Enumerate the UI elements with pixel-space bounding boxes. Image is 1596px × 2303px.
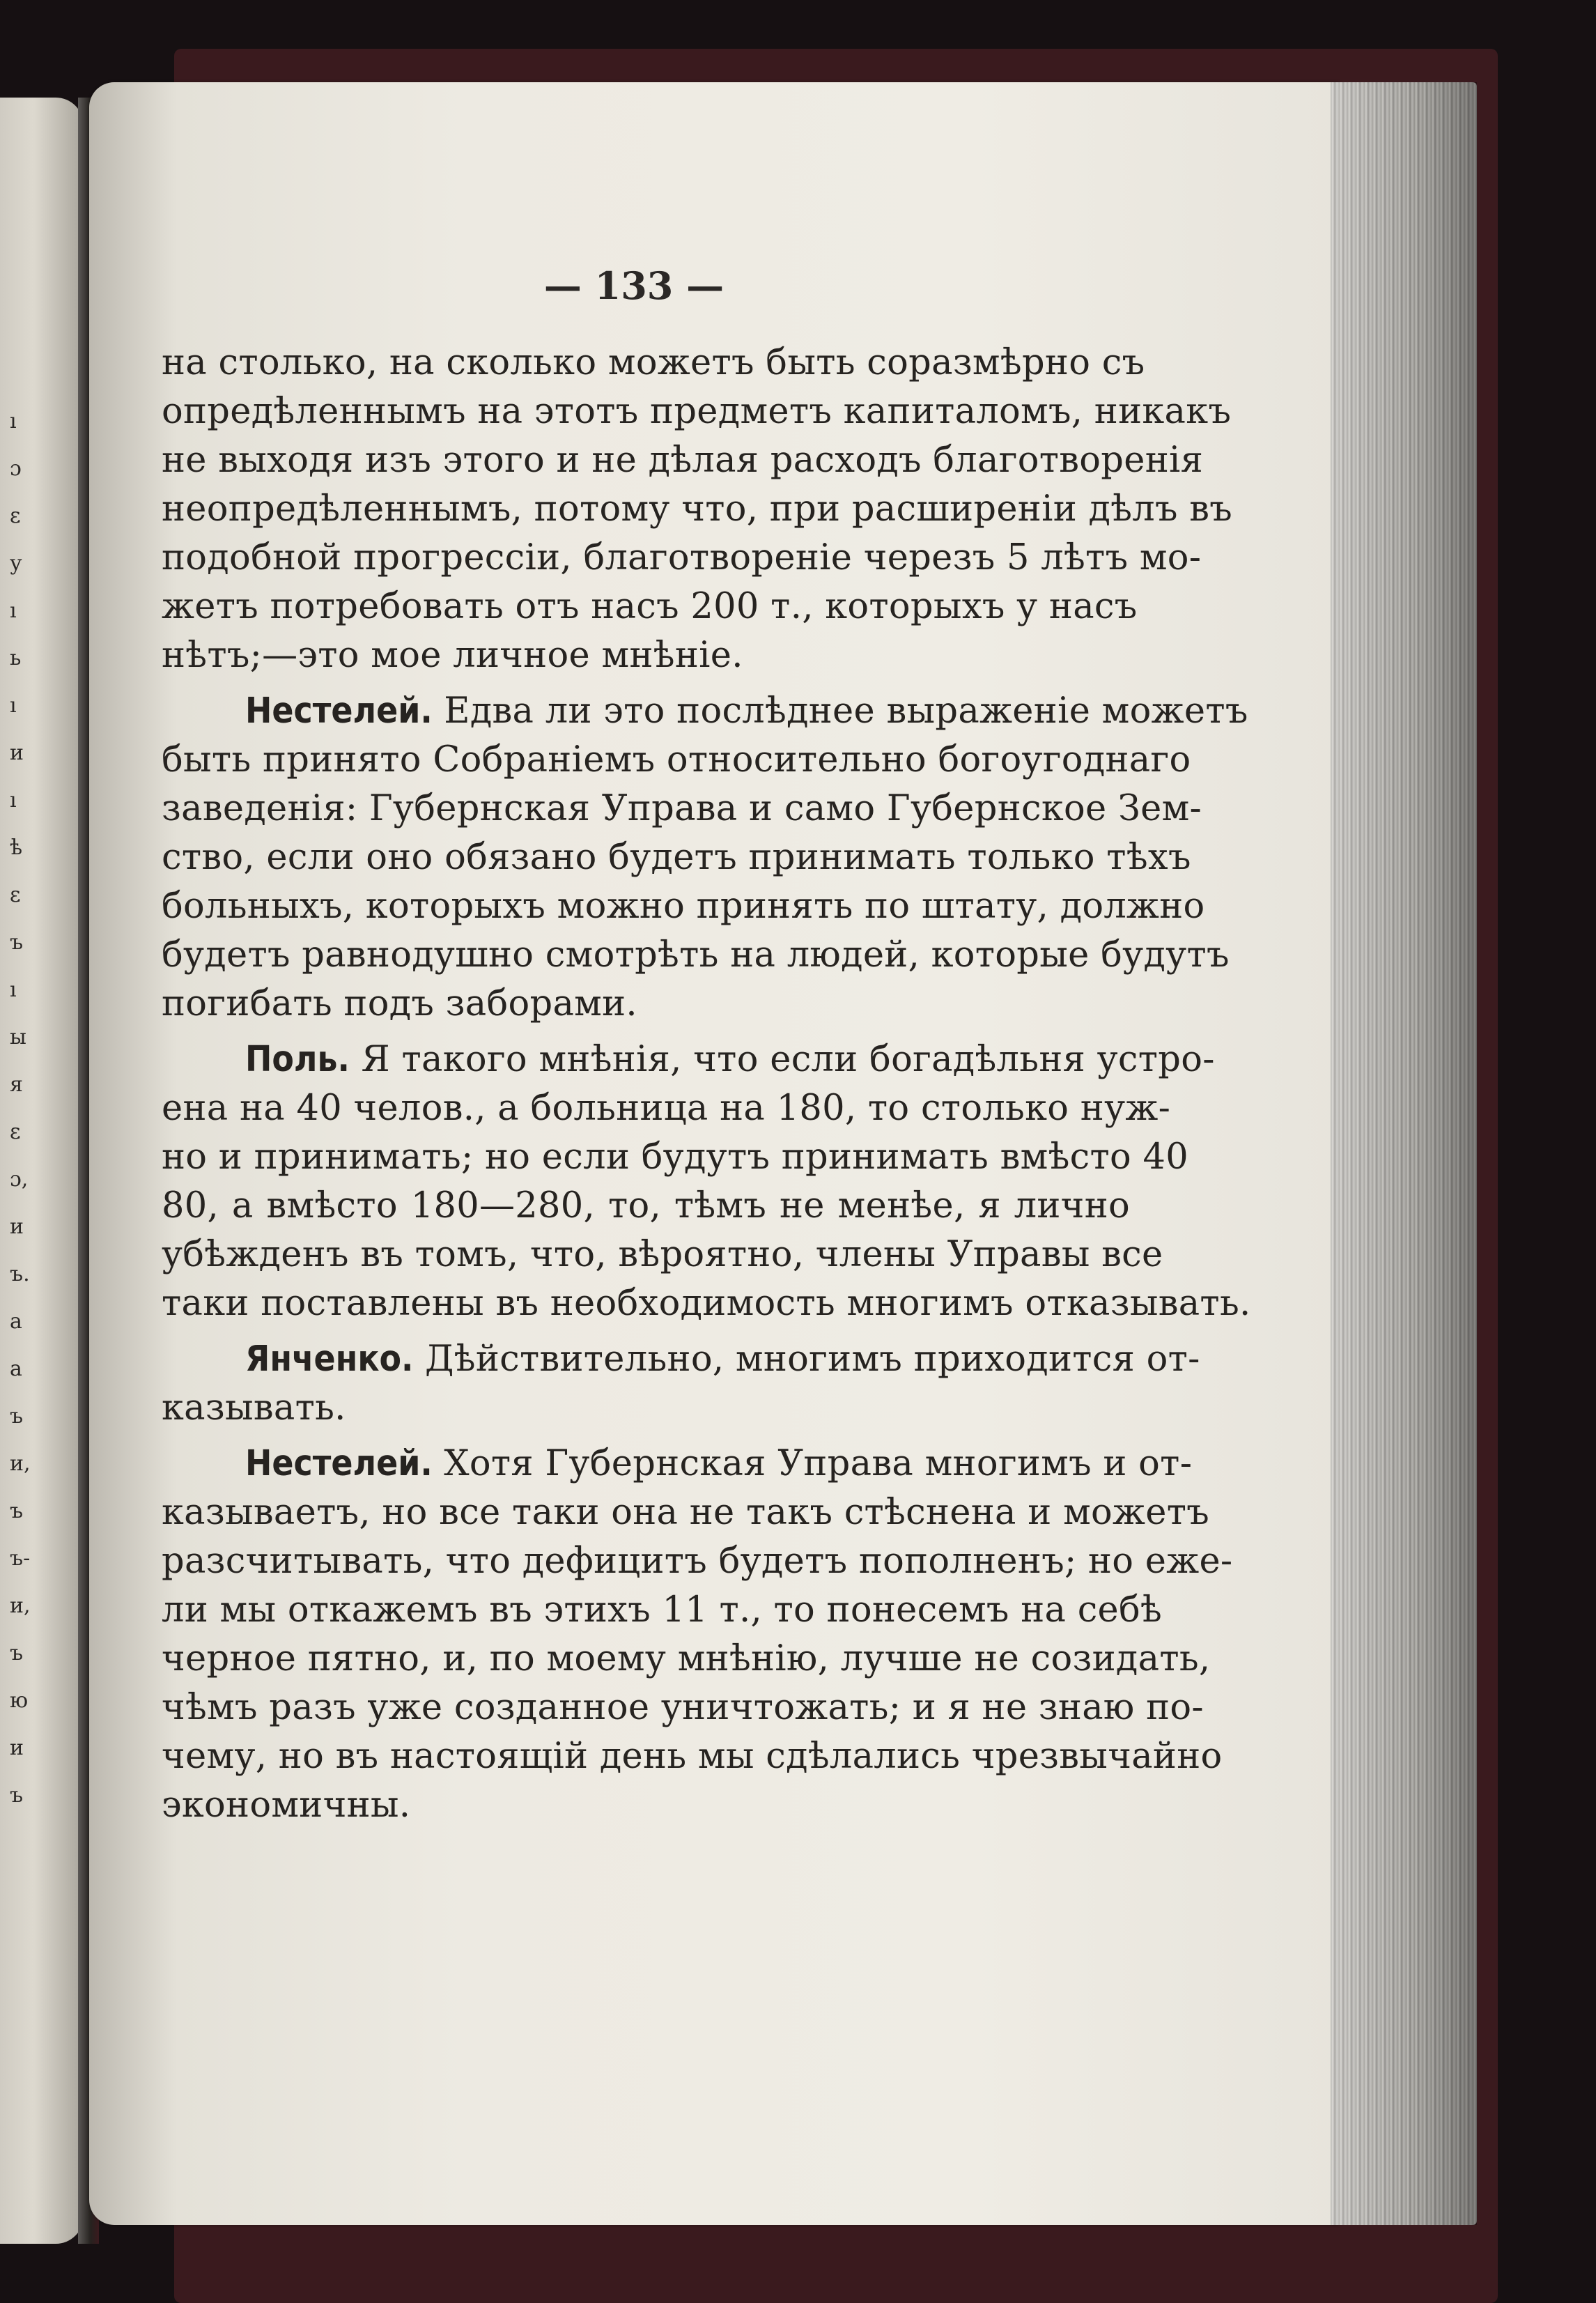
text-line bbox=[162, 1586, 1163, 1635]
line-text: разсчитывать, что дефицитъ будетъ пополненъ; но еже- bbox=[162, 1541, 1233, 1582]
line-text: убѣжденъ въ томъ, что, вѣроятно, члены Управы все bbox=[162, 1234, 1163, 1275]
speaker-name: Нестелей. bbox=[245, 691, 433, 732]
left-page-fragment: ѣ bbox=[10, 835, 23, 860]
left-page-fragment: ı bbox=[10, 693, 17, 718]
left-page-fragment: ı bbox=[10, 409, 17, 433]
page-text bbox=[162, 339, 1251, 1830]
line-text: но и принимать; но если будутъ принимать вмѣсто 40 bbox=[162, 1137, 1189, 1178]
line-text: таки поставлены въ необходимость многимъ отказывать. bbox=[162, 1283, 1251, 1324]
line-text: Едва ли это послѣднее выраженіе можетъ bbox=[444, 691, 1248, 732]
left-page bbox=[0, 98, 84, 2244]
left-page-fragment: ъ bbox=[10, 1641, 24, 1665]
left-page-fragment: ъ- bbox=[10, 1546, 31, 1571]
line-text: не выходя изъ этого и не дѣлая расходъ благотворенія bbox=[162, 440, 1204, 481]
line-text: неопредѣленнымъ, потому что, при расширеніи дѣлъ въ bbox=[162, 488, 1232, 530]
line-text: Дѣйствительно, многимъ приходится от- bbox=[425, 1339, 1200, 1380]
text-line bbox=[162, 1384, 1130, 1433]
text-line bbox=[162, 1440, 1193, 1488]
line-text: чѣмъ разъ уже созданное уничтожать; и я не знаю по- bbox=[162, 1687, 1204, 1728]
line-text: быть принято Собраніемъ относительно богоугоднаго bbox=[162, 739, 1191, 780]
line-text: на столько, на сколько можетъ быть соразмѣрно съ bbox=[162, 342, 1145, 383]
left-page-fragment: ы bbox=[10, 1025, 26, 1049]
line-text: 80, а вмѣсто 180—280, то, тѣмъ не менѣе, я лично bbox=[162, 1185, 1130, 1226]
text-line bbox=[162, 631, 1130, 680]
line-text: ена на 40 челов., а больница на 180, то столько нуж- bbox=[162, 1088, 1171, 1129]
text-line bbox=[162, 1133, 1189, 1182]
line-text: заведенія: Губернская Управа и само Губернское Зем- bbox=[162, 788, 1202, 829]
line-text: казываетъ, но все таки она не такъ стѣснена и можетъ bbox=[162, 1492, 1210, 1533]
left-page-fragment: а bbox=[10, 1309, 22, 1334]
text-line bbox=[162, 1035, 1215, 1084]
left-page-fragment: а bbox=[10, 1357, 22, 1381]
line-text: чему, но въ настоящій день мы сдѣлались чрезвычайно bbox=[162, 1736, 1223, 1777]
text-line bbox=[162, 882, 1205, 931]
text-line bbox=[162, 1684, 1204, 1732]
page-edges-shade bbox=[1331, 82, 1477, 2225]
page-number: — 133 — bbox=[543, 263, 725, 308]
line-text: будетъ равнодушно смотрѣть на людей, которые будутъ bbox=[162, 934, 1230, 976]
text-line bbox=[162, 583, 1138, 631]
line-text: жетъ потребовать отъ насъ 200 т., которыхъ у насъ bbox=[162, 586, 1138, 627]
line-text: ли мы откажемъ въ этихъ 11 т., то понесемъ на себѣ bbox=[162, 1589, 1163, 1631]
text-line bbox=[162, 1781, 1130, 1830]
left-page-fragment: и, bbox=[10, 1451, 31, 1476]
line-text: ство, если оно обязано будетъ принимать только тѣхъ bbox=[162, 837, 1191, 878]
text-line bbox=[162, 1182, 1130, 1231]
line-text: Хотя Губернская Управа многимъ и от- bbox=[444, 1443, 1193, 1484]
text-line bbox=[162, 980, 1130, 1029]
line-text: черное пятно, и, по моему мнѣнію, лучше не созидать, bbox=[162, 1638, 1211, 1679]
line-text: казывать. bbox=[162, 1387, 346, 1428]
left-page-fragment: ь bbox=[10, 646, 22, 670]
line-text: опредѣленнымъ на этотъ предметъ капиталомъ, никакъ bbox=[162, 391, 1232, 432]
line-text: больныхъ, которыхъ можно принять по штату, должно bbox=[162, 886, 1205, 927]
text-line bbox=[162, 534, 1202, 583]
speaker-name: Янченко. bbox=[245, 1339, 414, 1380]
text-line bbox=[162, 1635, 1211, 1684]
text-line bbox=[162, 1732, 1223, 1781]
left-page-fragment: и, bbox=[10, 1594, 31, 1618]
text-line bbox=[162, 687, 1248, 736]
left-page-fragment: ɛ bbox=[10, 1120, 21, 1144]
text-line bbox=[162, 1537, 1233, 1586]
text-line bbox=[162, 833, 1191, 882]
speaker-name: Нестелей. bbox=[245, 1443, 433, 1484]
left-page-fragment: ı bbox=[10, 978, 17, 1002]
text-line bbox=[162, 736, 1191, 785]
text-line bbox=[162, 485, 1232, 534]
left-page-fragment: ю bbox=[10, 1688, 29, 1713]
text-line bbox=[162, 1335, 1200, 1384]
left-page-fragment: и bbox=[10, 741, 24, 765]
text-line bbox=[162, 931, 1230, 980]
text-line bbox=[162, 339, 1145, 387]
text-line bbox=[162, 1231, 1163, 1279]
line-text: Я такого мнѣнія, что если богадѣльня устро- bbox=[361, 1039, 1215, 1080]
line-text: подобной прогрессіи, благотвореніе черезъ 5 лѣтъ мо- bbox=[162, 537, 1202, 578]
left-page-fragment: ъ bbox=[10, 1404, 24, 1428]
left-page-fragment: ɔ, bbox=[10, 1167, 29, 1192]
left-page-fragment: ъ bbox=[10, 930, 24, 955]
text-line bbox=[162, 785, 1202, 833]
left-page-fragment: ɛ bbox=[10, 883, 21, 907]
text-line bbox=[162, 1488, 1210, 1537]
left-page-fragment: ɔ bbox=[10, 456, 22, 481]
text-line bbox=[162, 1084, 1171, 1133]
left-page-fragment: и bbox=[10, 1736, 24, 1760]
line-text: экономичны. bbox=[162, 1785, 411, 1826]
text-line bbox=[162, 436, 1204, 485]
left-page-fragment: ı bbox=[10, 788, 17, 812]
left-page-fragment: и bbox=[10, 1215, 24, 1239]
left-page-fragment: ɛ bbox=[10, 504, 21, 528]
text-line bbox=[162, 1279, 1251, 1328]
left-page-fragment: ъ bbox=[10, 1499, 24, 1523]
left-page-fragment: ъ. bbox=[10, 1262, 30, 1286]
left-page-fragment: у bbox=[10, 551, 22, 576]
line-text: погибать подъ заборами. bbox=[162, 983, 637, 1024]
left-page-fragment: ı bbox=[10, 599, 17, 623]
text-line bbox=[162, 387, 1232, 436]
left-page-fragment: я bbox=[10, 1072, 23, 1097]
left-page-fragment: ъ bbox=[10, 1783, 24, 1808]
line-text: нѣтъ;—это мое личное мнѣніе. bbox=[162, 635, 743, 676]
speaker-name: Поль. bbox=[245, 1039, 350, 1080]
